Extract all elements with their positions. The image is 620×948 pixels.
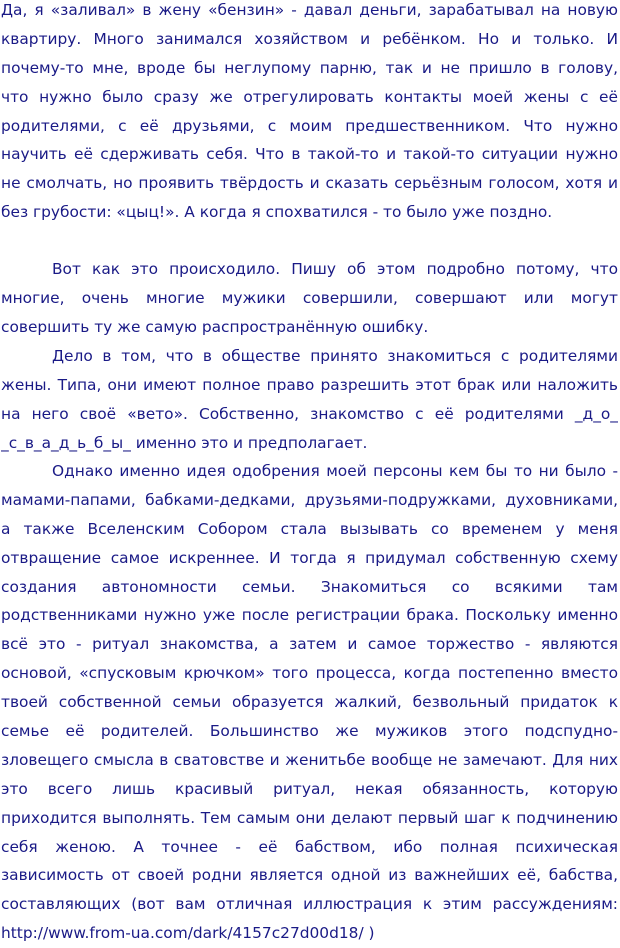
text-line: приходится выполнять. Тем самым они делают первый шаг к подчинению — [1, 808, 618, 827]
text-line: а также Вселенским Собором стала вызывать со временем у меня — [1, 519, 618, 538]
text-line: создания автономности семьи. Знакомиться со всякими там — [1, 577, 618, 596]
text-line: семье её родителей. Большинство же мужиков этого подспудно- — [1, 722, 618, 741]
text-line: себя женою. А точнее - её бабством, ибо полная психическая — [1, 837, 618, 856]
paragraph-4 — [1, 457, 618, 948]
text-line: Вот как это происходило. Пишу об этом подробно потому, что — [52, 260, 618, 278]
text-line: почему-то мне, вроде бы неглупому парню, так и не пришло в голову, — [1, 58, 618, 77]
text-line: квартиру. Много занимался хозяйством и ребёнком. Но и только. И — [1, 29, 618, 48]
text-line: зависимость от своей родни является одной из важнейших её, бабства, — [1, 866, 618, 885]
text-line: жены. Типа, они имеют полное право разрешить этот брак или наложить — [1, 375, 618, 394]
text-line: это всего лишь красивый ритуал, некая обязанность, которую — [1, 779, 618, 798]
text-line: мамами-папами, бабками-дедками, друзьями-подружками, духовниками, — [1, 490, 618, 509]
text-line: родителями, с её друзьями, с моим предшественником. Что нужно — [1, 116, 618, 135]
text-line: всё это - ритуал знакомства, а затем и самое торжество - являются — [1, 635, 618, 654]
text-line: совершить ту же самую распространённую ошибку. — [1, 317, 429, 336]
text-line: на него своё «вето». Собственно, знакомство с её родителями _д_о_ — [1, 404, 618, 423]
text-line: что нужно было сразу же отрегулировать контакты моей жены с её — [1, 87, 618, 106]
text-line: Однако именно идея одобрения моей персоны кем бы то ни было - — [52, 462, 618, 480]
text-line: _с_в_а_д_ь_б_ы_ именно это и предполагает. — [1, 433, 368, 452]
paragraph-2 — [1, 255, 618, 342]
text-line: составляющих (вот вам отличная иллюстрация к этим рассуждениям: — [1, 895, 618, 914]
paragraph-1 — [1, 0, 618, 227]
text-line: твоей собственной семьи образуется жалкий, безвольный придаток к — [1, 693, 618, 712]
paragraph-3 — [1, 342, 618, 458]
text-line: Да, я «заливал» в жену «бензин» - давал деньги, зарабатывал на новую — [1, 1, 618, 19]
text-line: без грубости: «цыц!». А когда я спохватился - то было уже поздно. — [1, 203, 553, 222]
text-line: родственниками нужно уже после регистрации брака. Поскольку именно — [1, 606, 618, 625]
text-line: Дело в том, что в обществе принято знакомиться с родителями — [52, 347, 618, 365]
text-line: не смолчать, но проявить твёрдость и сказать серьёзным голосом, хотя и — [1, 174, 618, 193]
url-link[interactable]: http://www.from-ua.com/dark/4157c27d00d18/ ) — [1, 924, 375, 943]
text-line: научить её сдерживать себя. Что в такой-то и такой-то ситуации нужно — [1, 145, 618, 164]
text-line: отвращение самое искреннее. И тогда я придумал собственную схему — [1, 548, 618, 567]
text-line: зловещего смысла в сватовстве и женитьбе вообще не замечают. Для них — [1, 750, 618, 769]
text-line: основой, «спусковым крючком» того процесса, когда постепенно вместо — [1, 664, 618, 683]
text-line: многие, очень многие мужики совершили, совершают или могут — [1, 288, 618, 307]
